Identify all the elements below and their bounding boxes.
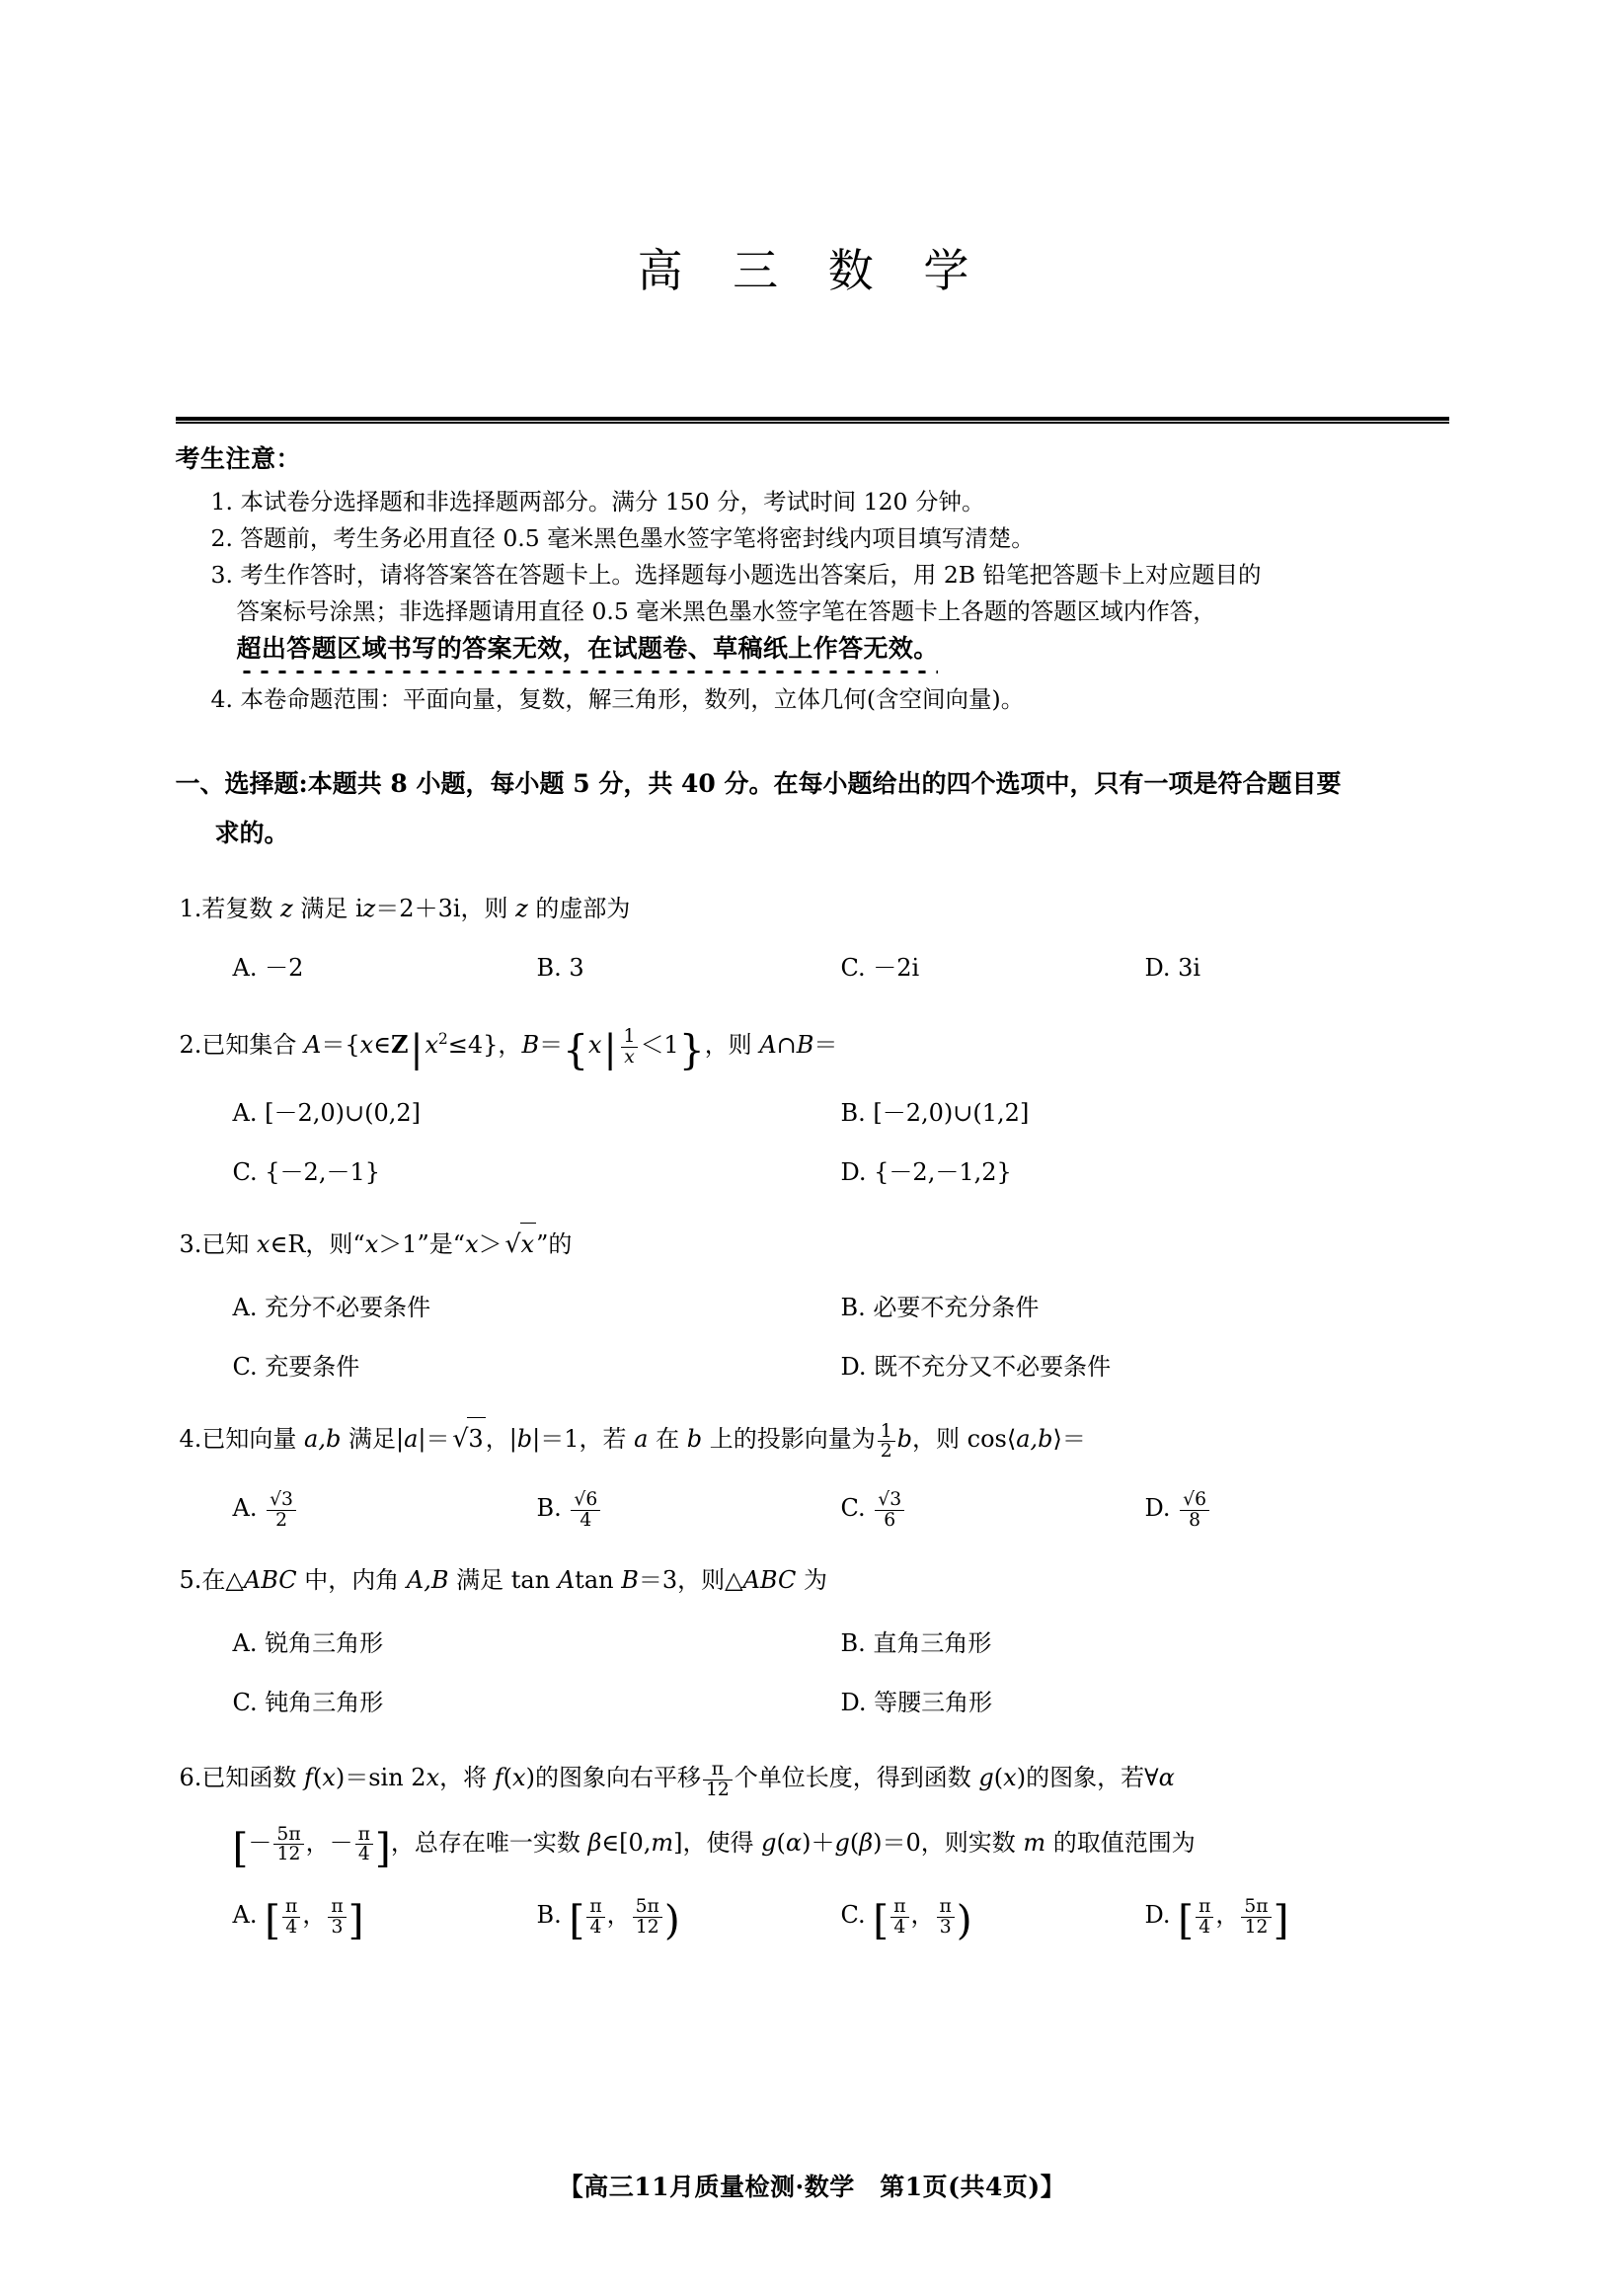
q4-t2: 满足|	[341, 1425, 405, 1454]
option-c-fraction: $\frac{√3}{6}$	[875, 1490, 904, 1530]
question-3-stem	[176, 1223, 1449, 1265]
notice-item-4: 4. 本卷命题范围：平面向量，复数，解三角形，数列，立体几何(含空间向量)。	[210, 685, 1025, 713]
option-a-text: 充分不必要条件	[265, 1294, 431, 1322]
question-1	[176, 888, 1449, 989]
question-5-number: 5.	[179, 1566, 202, 1595]
notice-item-3-line3	[211, 630, 1449, 668]
q6-var-x3: x	[512, 1764, 526, 1792]
option-a[interactable]: A. [ $\frac{\pi}{4}$ ， $\frac{\pi}{3}$ ]	[232, 1896, 364, 1944]
q6-l2t3: ]，使得	[673, 1828, 762, 1857]
q2-set-a: A	[304, 1031, 322, 1059]
option-b-text: 3	[569, 954, 584, 982]
option-b-label: B.	[840, 1629, 866, 1658]
q5-angle-a: A	[557, 1566, 576, 1595]
option-c-text: 钝角三角形	[265, 1689, 384, 1717]
option-d-fraction: $\frac{√6}{8}$	[1180, 1490, 1209, 1530]
q6-frac-5pi12: $\frac{5\pi}{12}$	[273, 1825, 303, 1864]
option-c-label: C.	[840, 1900, 866, 1929]
option-a-close: ]	[348, 1896, 364, 1944]
option-c[interactable]	[233, 1151, 841, 1193]
q6-beta: β	[587, 1828, 602, 1857]
notice-heading: 考生注意：	[175, 444, 302, 473]
q5-t3: 满足 tan	[448, 1566, 558, 1595]
option-b-text: [－2,0)∪(1,2]	[873, 1099, 1030, 1128]
q1-var-z2: z	[362, 895, 376, 922]
option-d-label: D.	[840, 1158, 867, 1187]
q6-t6: )的图象向右平移	[525, 1764, 701, 1792]
q4-t8: ，则 cos⟨	[912, 1425, 1017, 1454]
option-d-text: {－2,－1,2}	[874, 1158, 1012, 1187]
q6-t2: (	[312, 1764, 323, 1792]
q4-vec-b3: b	[896, 1425, 913, 1454]
q6-frac-pi4: $\frac{\pi}{4}$	[355, 1825, 373, 1864]
q6-t5: (	[503, 1764, 513, 1792]
question-6-stem-line2: [－ $\frac{5\pi}{12}$ ，－ $\frac{\pi}{4}$ ]，总存在唯一实数 β∈[0,m]，使得 g(α)＋g(β)＝0，则实数 m 的取值范围为	[232, 1823, 1196, 1871]
question-2-number: 2.	[179, 1031, 202, 1059]
question-6-options	[176, 1894, 1449, 1944]
q3-t4: ＞	[478, 1230, 503, 1259]
q3-t3: ＞1”是“	[378, 1230, 466, 1259]
question-3-options-row1	[176, 1287, 1449, 1328]
question-3	[176, 1223, 1449, 1387]
q6-t8: (	[993, 1764, 1004, 1792]
q6-g1: g	[761, 1828, 777, 1857]
page-title: 高 三 数 学	[637, 244, 987, 297]
q4-t1: 已知向量	[201, 1425, 305, 1454]
option-d-text: 3i	[1178, 954, 1201, 982]
option-d[interactable]	[841, 1346, 1449, 1387]
option-c-label: C.	[232, 1158, 258, 1187]
option-b-label: B.	[840, 1099, 866, 1128]
option-a-text: [－2,0)∪(0,2]	[265, 1099, 422, 1128]
q6-beta2: β	[859, 1828, 874, 1857]
q6-var-m2: m	[1023, 1828, 1046, 1857]
q5-t1: 在△	[201, 1566, 244, 1595]
question-5-stem	[176, 1559, 1449, 1601]
question-5-options-row1	[176, 1623, 1449, 1664]
option-c-close: )	[956, 1896, 972, 1944]
q6-t3: )＝sin 2	[335, 1764, 426, 1792]
option-a[interactable]	[233, 1487, 537, 1530]
question-1-options	[176, 947, 1449, 989]
q1-var-z3: z	[515, 895, 528, 922]
q6-var-x2: x	[425, 1764, 440, 1792]
option-b-text: 直角三角形	[873, 1629, 992, 1658]
q6-t4: ，将	[439, 1764, 495, 1792]
question-4-number: 4.	[179, 1425, 202, 1454]
q4-vec-a: a	[404, 1425, 419, 1454]
option-c[interactable]	[233, 1682, 841, 1723]
q4-t7: 上的投影向量为	[702, 1425, 876, 1454]
option-a-fraction: $\frac{√3}{2}$	[267, 1490, 296, 1530]
section-heading-line2: 求的。	[214, 819, 289, 847]
q3-t5: ”的	[536, 1230, 573, 1259]
q1-var-z: z	[280, 895, 293, 922]
option-b[interactable]	[841, 1287, 1449, 1328]
q4-t3: |＝	[418, 1425, 450, 1454]
section-heading	[176, 759, 1449, 858]
option-c-text: {－2,－1}	[265, 1158, 380, 1187]
option-b-close: )	[663, 1896, 680, 1944]
q2-set-b: B	[521, 1031, 540, 1059]
q3-t1: 已知	[201, 1230, 258, 1259]
option-c[interactable]: C. [ $\frac{\pi}{4}$ ， $\frac{\pi}{3}$ )	[840, 1896, 972, 1944]
option-a-label: A.	[232, 954, 258, 982]
question-3-number: 3.	[179, 1230, 202, 1259]
option-d-label: D.	[1144, 954, 1171, 982]
q4-vec-b2: b	[686, 1425, 703, 1454]
q4-frac-half: $\frac{1}{2}$	[878, 1422, 895, 1462]
option-a-label: A.	[232, 1099, 258, 1128]
q6-t7: 个单位长度，得到函数	[734, 1764, 979, 1792]
q1-t3: ＝2＋3i，则	[375, 895, 516, 922]
notice-emphasis-text: 超出答题区域书写的答案无效，在试题卷、草稿纸上作答无效。	[237, 630, 939, 667]
notice-item-3	[176, 557, 1449, 668]
question-2-stem: 2.已知集合 $A=\{x\in Z|x^2\le 4\}$，B＝{x| $\frac{1}{x}$ ＜1}，则 A∩B＝	[179, 1026, 838, 1074]
question-6-number: 6.	[179, 1764, 202, 1792]
q6-var-x4: x	[1003, 1764, 1017, 1792]
option-d[interactable]: D. [ $\frac{\pi}{4}$ ， $\frac{5\pi}{12}$ ]	[1144, 1896, 1289, 1944]
q6-t1: 已知函数	[201, 1764, 305, 1792]
option-b[interactable]: B. [ $\frac{\pi}{4}$ ， $\frac{5\pi}{12}$ )	[536, 1896, 680, 1944]
option-c-text: 充要条件	[265, 1353, 360, 1382]
option-c-label: C.	[840, 954, 866, 982]
q4-t4: ，|	[485, 1425, 517, 1454]
option-d-label: D.	[1144, 1493, 1171, 1522]
q6-l2t8: 的取值范围为	[1045, 1828, 1196, 1857]
q4-t5: |＝1，若	[532, 1425, 635, 1454]
option-c[interactable]	[233, 1346, 841, 1387]
q3-sqrt-x: √x	[503, 1223, 536, 1265]
option-b[interactable]	[537, 1487, 841, 1530]
option-b-label: B.	[840, 1294, 866, 1322]
q6-g2: g	[834, 1828, 850, 1857]
question-4	[176, 1417, 1449, 1530]
q1-t2: 满足 i	[292, 895, 363, 922]
option-d[interactable]	[1145, 947, 1449, 989]
q4-vec-b: b	[516, 1425, 533, 1454]
question-6-stem-line1	[176, 1757, 1449, 1799]
question-2-options-row2	[176, 1151, 1449, 1193]
option-b-open: [	[569, 1896, 585, 1944]
question-6	[176, 1757, 1449, 1944]
q4-vec-ab: a,b	[304, 1425, 342, 1454]
option-c-open: [	[873, 1896, 889, 1944]
option-c-label: C.	[232, 1689, 258, 1717]
option-d[interactable]	[1145, 1487, 1449, 1530]
option-a-label: A.	[232, 1629, 258, 1658]
q6-var-x: x	[322, 1764, 336, 1792]
option-a[interactable]	[233, 1287, 841, 1328]
option-a[interactable]	[233, 1623, 841, 1664]
question-5-options-row2	[176, 1682, 1449, 1723]
option-b-text: 必要不充分条件	[873, 1294, 1040, 1322]
option-a-label: A.	[232, 1294, 258, 1322]
option-c-text: －2i	[873, 954, 920, 982]
q5-t5: ＝3，则△	[638, 1566, 743, 1595]
question-2-options-row1	[176, 1092, 1449, 1134]
option-c[interactable]	[841, 1487, 1145, 1530]
q5-angles-ab: A,B	[406, 1566, 449, 1595]
q5-t4: tan	[575, 1566, 622, 1595]
q6-t9: )的图象，若∀	[1016, 1764, 1159, 1792]
question-4-stem	[176, 1417, 1449, 1461]
header-divider	[176, 417, 1449, 424]
q4-vec-a2: a	[634, 1425, 649, 1454]
option-b-label: B.	[536, 1900, 562, 1929]
page-content	[175, 439, 1449, 1944]
q4-t6: 在	[648, 1425, 687, 1454]
q2-t3: ＝	[813, 1031, 838, 1059]
q5-t2: 中，内角	[296, 1566, 407, 1595]
notice-list	[176, 484, 1449, 718]
option-c[interactable]	[841, 947, 1145, 989]
q2-intersection: A∩B	[759, 1031, 814, 1059]
q4-sqrt-3: √3	[449, 1417, 485, 1460]
option-d-label: D.	[840, 1689, 867, 1717]
q2-t1: 已知集合	[201, 1031, 305, 1059]
option-d[interactable]	[841, 1151, 1449, 1193]
option-a-label: A.	[232, 1900, 258, 1929]
q4-vec-ab2: a,b	[1016, 1425, 1053, 1454]
option-a[interactable]	[233, 1092, 841, 1134]
option-c-label: C.	[840, 1493, 866, 1522]
q3-var-x2: x	[364, 1230, 379, 1259]
q6-func-g: g	[978, 1764, 994, 1792]
q5-angle-b: B	[621, 1566, 639, 1595]
option-a-text: 锐角三角形	[265, 1629, 384, 1658]
option-d-label: D.	[840, 1353, 867, 1382]
q5-tri-abc2: ABC	[742, 1566, 797, 1595]
option-b-fraction: $\frac{√6}{4}$	[571, 1490, 600, 1530]
question-1-number: 1.	[179, 895, 202, 922]
q6-var-m: m	[651, 1828, 674, 1857]
q5-tri-abc: ABC	[243, 1566, 297, 1595]
notice-item-3-line1: 3. 考生作答时，请将答案答在答题卡上。选择题每小题选出答案后，用 2B 铅笔把答题卡上对应题目的	[210, 561, 1262, 589]
option-b[interactable]	[537, 947, 841, 989]
option-d[interactable]	[841, 1682, 1449, 1723]
q6-func-f: f	[304, 1764, 313, 1792]
option-b[interactable]	[841, 1092, 1449, 1134]
section-heading-line1: 一、选择题:本题共 8 小题，每小题 5 分，共 40 分。在每小题给出的四个选项中，只有一项是符合题目要	[175, 769, 1342, 798]
notice-item-1: 1. 本试卷分选择题和非选择题两部分。满分 150 分，考试时间 120 分钟。	[210, 488, 985, 515]
option-d-text: 等腰三角形	[874, 1689, 993, 1717]
q3-t2: ∈R，则“	[270, 1230, 365, 1259]
option-d-open: [	[1178, 1896, 1195, 1944]
q6-alpha2: α	[785, 1828, 803, 1857]
question-3-options-row2	[176, 1346, 1449, 1387]
q6-l2t6: (	[849, 1828, 860, 1857]
q5-t6: 为	[796, 1566, 828, 1595]
page-footer: 【高三11月质量检测·数学 第1页(共4页)】	[558, 2173, 1066, 2201]
q6-alpha: α	[1158, 1764, 1175, 1792]
q3-var-x1: x	[257, 1230, 271, 1259]
notice-item-3-line2: 答案标号涂黑；非选择题请用直径 0.5 毫米黑色墨水签字笔在答题卡上各题的答题区域内作答，	[236, 597, 1216, 625]
q6-l2t5: )＋	[802, 1828, 835, 1857]
q1-t1: 若复数	[201, 895, 281, 922]
option-b-label: B.	[536, 1493, 562, 1522]
question-1-stem	[176, 888, 1449, 929]
question-4-options	[176, 1487, 1449, 1530]
q6-l2t1: ，总存在唯一实数	[390, 1828, 588, 1857]
question-5	[176, 1559, 1449, 1723]
q3-var-x3: x	[465, 1230, 479, 1259]
option-a-text: －2	[265, 954, 304, 982]
q4-t9: ⟩＝	[1052, 1425, 1086, 1454]
option-d-close: ]	[1273, 1896, 1289, 1944]
option-b[interactable]	[841, 1623, 1449, 1664]
q1-t4: 的虚部为	[527, 895, 631, 922]
option-b-label: B.	[536, 954, 562, 982]
q2-t2: ，则	[704, 1031, 760, 1059]
notice-item-2: 2. 答题前，考生务必用直径 0.5 毫米黑色墨水签字笔将密封线内项目填写清楚。	[210, 524, 1035, 552]
q6-frac-pi12: $\frac{\pi}{12}$	[703, 1760, 733, 1799]
q6-l2t4: (	[776, 1828, 786, 1857]
option-c-label: C.	[232, 1353, 258, 1382]
option-d-label: D.	[1144, 1900, 1171, 1929]
option-a-label: A.	[232, 1493, 258, 1522]
option-a[interactable]	[233, 947, 537, 989]
option-d-text: 既不充分又不必要条件	[874, 1353, 1112, 1382]
q6-l2t7: )＝0，则实数	[873, 1828, 1024, 1857]
question-2	[176, 1018, 1449, 1193]
option-a-open: [	[265, 1896, 281, 1944]
q6-func-f2: f	[494, 1764, 503, 1792]
q6-l2t2: ∈[0,	[601, 1828, 652, 1857]
